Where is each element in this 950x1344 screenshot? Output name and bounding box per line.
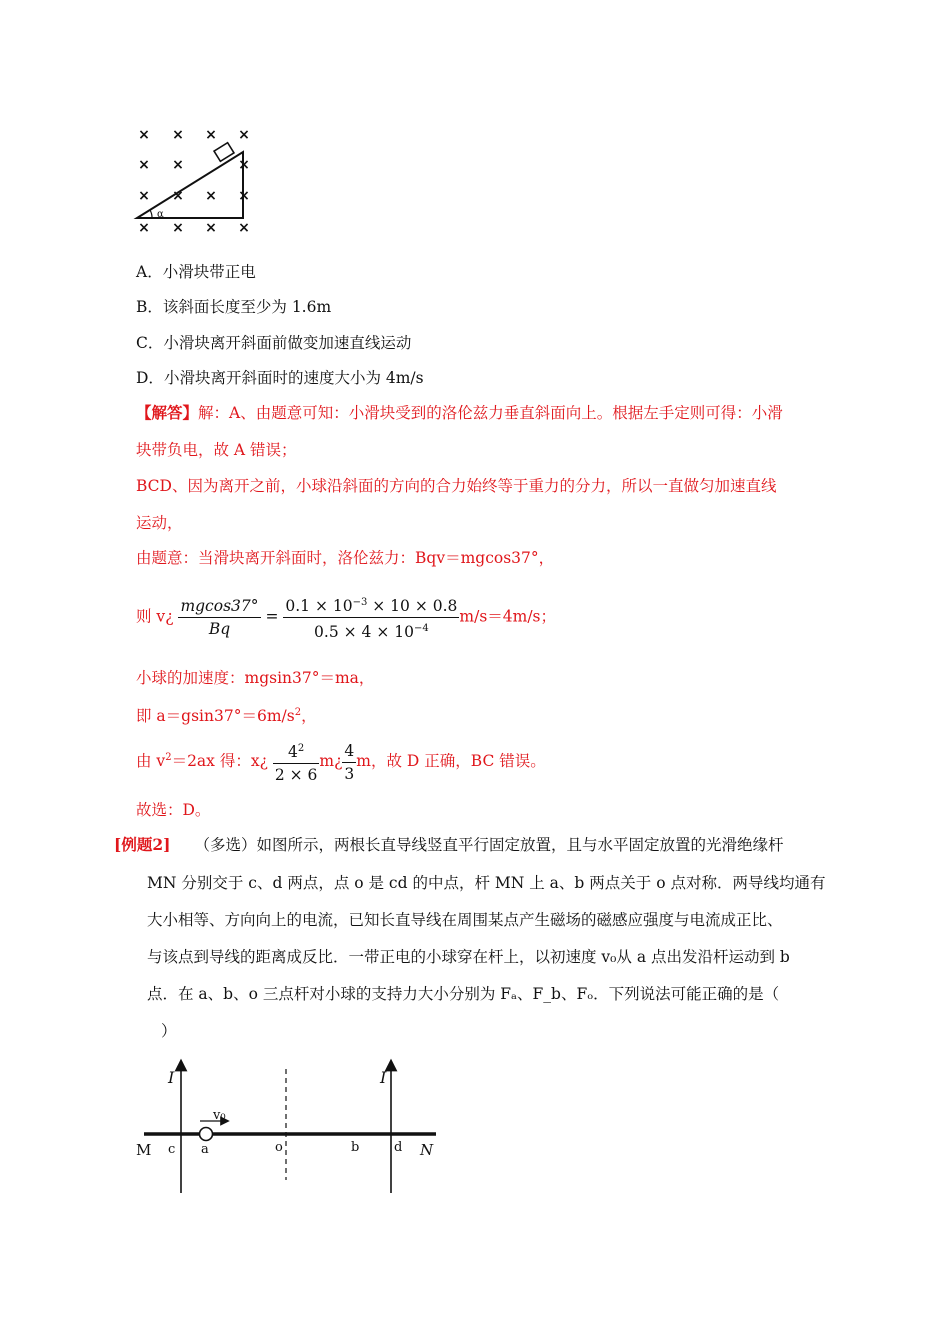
wires-rod-figure [130, 1055, 450, 1200]
field-cross: × [238, 220, 250, 236]
answer-line-1 [136, 403, 783, 423]
field-cross: × [172, 127, 184, 143]
example-tag: [例题2] [114, 835, 171, 854]
option-a [136, 262, 256, 282]
eq-prefix: 则 v [136, 607, 166, 626]
fraction [283, 592, 459, 643]
fraction-denominator: 3 [344, 764, 355, 783]
label-d: d [394, 1140, 403, 1155]
option-text: 该斜面长度至少为 1.6m [162, 298, 332, 316]
fraction-denominator: Bq [208, 620, 231, 639]
option-letter: B． [136, 298, 163, 316]
current-label-right: I [380, 1068, 387, 1087]
option-d [136, 368, 424, 388]
label-o: o [275, 1140, 283, 1155]
option-text: 小滑块带正电 [162, 263, 256, 281]
option-text: 小滑块离开斜面前做变加速直线运动 [163, 334, 412, 352]
answer-line-4: 运动， [136, 514, 183, 532]
current-label-left: I [168, 1068, 175, 1087]
option-c [136, 333, 411, 353]
field-cross: × [238, 157, 250, 173]
example-line-2: MN 分别交于 c、d 两点，点 o 是 cd 的中点，杆 MN 上 a、b 两点关于 o 点对称．两导线均通有 [147, 874, 826, 892]
velocity-label: v₀ [213, 1108, 226, 1123]
fraction [342, 740, 356, 785]
answer-tag: 【解答】 [136, 403, 199, 422]
example-line-1 [114, 835, 783, 855]
equals-sign: = [265, 607, 279, 626]
field-cross: × [138, 127, 150, 143]
field-cross: × [238, 188, 250, 204]
label-n: N [420, 1141, 434, 1159]
option-b [136, 297, 331, 317]
answer-line-8: 故选：D。 [136, 801, 211, 819]
field-cross: × [138, 188, 150, 204]
velocity-equation [136, 592, 556, 643]
example-line-5: 点．在 a、b、o 三点杆对小球的支持力大小分别为 Fₐ、F_b、Fₒ．下列说法可能正确的是（ [147, 985, 780, 1003]
field-cross: × [172, 157, 184, 173]
fraction [273, 738, 320, 786]
fraction-numerator: 4 [342, 740, 356, 763]
field-cross: × [205, 220, 217, 236]
option-letter: D． [136, 369, 164, 387]
fraction-numerator: $0.1 \times 10^{-3} \times 10 \times 0.8$ [283, 592, 459, 618]
field-cross: × [205, 188, 217, 204]
label-a: a [201, 1142, 209, 1157]
option-letter: C． [136, 334, 164, 352]
eq-suffix: m/s＝4m/s； [459, 607, 557, 626]
field-cross: × [138, 157, 150, 173]
incline-triangle [137, 152, 243, 218]
field-cross: × [172, 188, 184, 204]
option-text: 小滑块离开斜面时的速度大小为 4m/s [163, 369, 424, 387]
eq-suffix: m，故 D 正确，BC 错误。 [356, 752, 546, 771]
answer-text: 解：A、由题意可知：小滑块受到的洛伦兹力垂直斜面向上。根据左手定则可得：小滑 [198, 404, 783, 422]
fraction-numerator: $4^2$ [273, 738, 320, 764]
eq-symbol: ¿ [165, 607, 174, 626]
example-line-3: 大小相等、方向向上的电流，已知长直导线在周围某点产生磁场的磁感应强度与电流成正比、 [147, 911, 783, 929]
field-cross: × [138, 220, 150, 236]
fraction-denominator: $0.5 \times 4 \times 10^{-4}$ [314, 623, 429, 642]
answer-line-3: BCD、因为离开之前，小球沿斜面的方向的合力始终等于重力的分力，所以一直做匀加速直线 [136, 477, 777, 495]
answer-line-6: 小球的加速度：mgsin37°＝ma， [136, 669, 375, 687]
answer-line-7: 即 $a=gsin37^\circ=6m/s^2$， [136, 707, 317, 726]
example-line-6: ） [161, 1022, 177, 1040]
angle-arc [150, 210, 152, 218]
fraction [178, 595, 260, 640]
field-cross: × [172, 220, 184, 236]
option-letter: A． [136, 263, 163, 281]
answer-line-5: 由题意：当滑块离开斜面时，洛伦兹力：Bqv＝mgcos37°， [136, 549, 555, 567]
eq-prefix: 由 $v^2=2ax$ 得：x¿ [136, 751, 268, 771]
incline-figure [130, 122, 260, 237]
label-m: M [136, 1141, 152, 1159]
charged-ball [200, 1128, 213, 1141]
angle-label: α [157, 209, 164, 220]
field-cross: × [205, 127, 217, 143]
answer-line-2: 块带负电，故 A 错误； [136, 441, 297, 459]
label-c: c [168, 1142, 176, 1157]
fraction-numerator: mgcos37° [178, 595, 260, 618]
example-text: （多选）如图所示，两根长直导线竖直平行固定放置，且与水平固定放置的光滑绝缘杆 [194, 836, 784, 854]
label-b: b [351, 1140, 360, 1155]
example-line-4: 与该点到导线的距离成反比．一带正电的小球穿在杆上，以初速度 v₀从 a 点出发沿杆运动到 b [147, 948, 790, 966]
fraction-denominator: 2 × 6 [274, 766, 318, 785]
field-cross: × [238, 127, 250, 143]
displacement-equation: 由 $v^2=2ax$ 得：x¿ $\frac{4^2}{2 \times 6}$ m¿ $\frac{4}{3}$ m，故 D 正确，BC 错误。 [136, 738, 546, 786]
